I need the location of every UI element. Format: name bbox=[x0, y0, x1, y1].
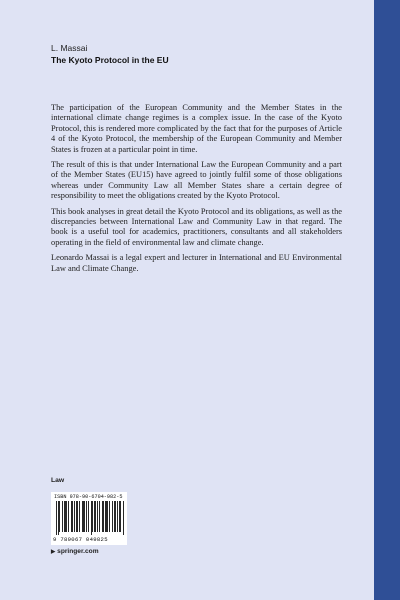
barcode-bar bbox=[97, 501, 98, 532]
barcode-panel bbox=[51, 492, 127, 545]
barcode-bar bbox=[103, 501, 104, 532]
barcode-bar bbox=[94, 501, 95, 532]
ean-digits: 9 789067 049825 bbox=[53, 536, 108, 543]
barcode-bar bbox=[92, 501, 93, 532]
barcode-bar bbox=[77, 501, 78, 532]
barcode-bar bbox=[71, 501, 72, 532]
blurb-text bbox=[51, 103, 342, 279]
barcode-bar bbox=[120, 501, 121, 532]
barcode-bar bbox=[88, 501, 89, 532]
barcode-bar bbox=[91, 501, 92, 535]
barcode-bar bbox=[84, 501, 85, 532]
author-bio: Leonardo Massai is a legal expert and lecturer in International and EU Environmental Law and Climate Change. bbox=[51, 253, 342, 273]
barcode-bar bbox=[59, 501, 60, 532]
barcode-bar bbox=[65, 501, 66, 532]
author-name: L. Massai bbox=[51, 43, 88, 53]
barcode-bar bbox=[76, 501, 77, 532]
subject-category: Law bbox=[51, 477, 65, 484]
book-spine bbox=[374, 0, 400, 600]
barcode-bar bbox=[74, 501, 75, 532]
barcode-bar bbox=[112, 501, 113, 532]
barcode-bar bbox=[83, 501, 84, 532]
barcode-bar bbox=[117, 501, 118, 532]
barcode-bar bbox=[79, 501, 80, 532]
blurb-paragraph: The result of this is that under International Law the European Community and a part of the Member States (EU15) have agreed to jointly fulfil some of those obligations whereas under Community Law all Member States share a certain degree of responsibility to meet the obligations created by the Kyoto Protocol. bbox=[51, 160, 342, 201]
barcode-bar bbox=[82, 501, 83, 532]
barcode-bar bbox=[107, 501, 108, 532]
barcode-bar bbox=[99, 501, 100, 532]
barcode-bar bbox=[115, 501, 116, 532]
publisher-link[interactable] bbox=[51, 548, 99, 555]
barcode-bar bbox=[68, 501, 69, 532]
barcode-bar bbox=[62, 501, 63, 532]
barcode-bar bbox=[72, 501, 73, 532]
isbn-label: ISBN 978-90-6704-982-5 bbox=[54, 494, 123, 500]
arrow-right-icon: ▶ bbox=[51, 549, 56, 555]
barcode-bar bbox=[109, 501, 110, 532]
barcode-bar bbox=[66, 501, 67, 532]
barcode-bar bbox=[114, 501, 115, 532]
barcode-bar bbox=[119, 501, 120, 532]
book-title: The Kyoto Protocol in the EU bbox=[51, 55, 169, 65]
barcode-bar bbox=[123, 501, 124, 535]
barcode-bar bbox=[56, 501, 57, 535]
barcode-bar bbox=[102, 501, 103, 532]
barcode-bar bbox=[105, 501, 106, 532]
barcode-bar bbox=[64, 501, 65, 532]
barcode-bar bbox=[106, 501, 107, 532]
barcode-graphic bbox=[56, 501, 124, 535]
barcode-bar bbox=[86, 501, 87, 532]
barcode-bar bbox=[58, 501, 59, 535]
barcode-bar bbox=[95, 501, 96, 532]
blurb-paragraph: The participation of the European Community and the Member States in the international climate change regimes is a complex issue. In the case of the Kyoto Protocol, this is rendered more complicated by the fact that for the purposes of Article 4 of the Kyoto Protocol, the membership of the European Community and Member States is frozen at a particular point in time. bbox=[51, 103, 342, 154]
blurb-paragraph: This book analyses in great detail the Kyoto Protocol and its obligations, as well as the discrepancies between International Law and Community Law in that regard. The book is a useful tool for academics, practitioners, consultants and all stakeholders operating in the field of environmental law and climate change. bbox=[51, 206, 342, 247]
publisher-url: springer.com bbox=[57, 548, 99, 555]
